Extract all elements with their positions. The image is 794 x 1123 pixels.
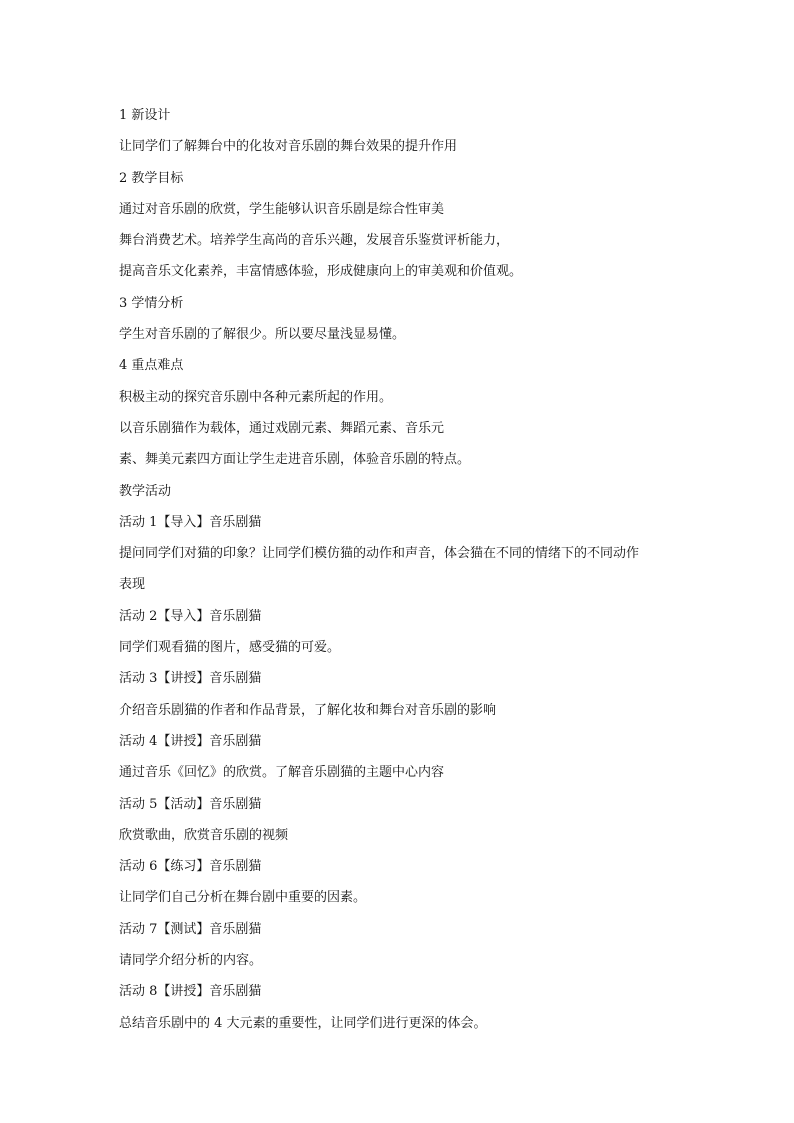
section-heading-teaching-goals: 2 教学目标 [119,170,184,186]
activity-heading: 活动 4【讲授】音乐剧猫 [119,733,262,749]
paragraph-line: 通过对音乐剧的欣赏，学生能够认识音乐剧是综合性审美 [119,201,445,217]
paragraph-line: 同学们观看猫的图片，感受猫的可爱。 [119,640,341,656]
paragraph-line: 让同学们了解舞台中的化妆对音乐剧的舞台效果的提升作用 [119,139,458,155]
paragraph-line: 欣赏歌曲，欣赏音乐剧的视频 [119,827,289,843]
activity-heading: 活动 3【讲授】音乐剧猫 [119,671,262,687]
paragraph-line: 积极主动的探究音乐剧中各种元素所起的作用。 [119,389,393,405]
paragraph-line: 以音乐剧猫作为载体，通过戏剧元素、舞蹈元素、音乐元 [119,420,445,436]
paragraph-line: 提问同学们对猫的印象？让同学们模仿猫的动作和声音，体会猫在不同的情绪下的不同动作 [119,546,640,562]
section-heading-new-design: 1 新设计 [119,108,171,123]
activity-heading: 活动 8【讲授】音乐剧猫 [119,984,262,1000]
activity-heading: 活动 1【导入】音乐剧猫 [119,514,262,530]
paragraph-line: 请同学介绍分析的内容。 [119,953,263,969]
activity-heading: 活动 6【练习】音乐剧猫 [119,859,262,875]
activity-heading: 活动 5【活动】音乐剧猫 [119,796,262,812]
document-body [119,100,689,1039]
activity-heading: 活动 2【导入】音乐剧猫 [119,608,262,624]
paragraph-line: 总结音乐剧中的 4 大元素的重要性，让同学们进行更深的体会。 [119,1015,487,1031]
section-heading-student-analysis: 3 学情分析 [119,295,184,311]
paragraph-line: 表现 [119,577,146,593]
paragraph-line: 舞台消费艺术。培养学生高尚的音乐兴趣，发展音乐鉴赏评析能力， [119,233,510,249]
paragraph-line: 通过音乐《回忆》的欣赏。了解音乐剧猫的主题中心内容 [119,765,445,781]
paragraph-line: 学生对音乐剧的了解很少。所以要尽量浅显易懂。 [119,327,406,343]
paragraph-line: 让同学们自己分析在舞台剧中重要的因素。 [119,890,367,906]
paragraph-line: 介绍音乐剧猫的作者和作品背景，了解化妆和舞台对音乐剧的影响 [119,702,497,718]
paragraph-line: 素、舞美元素四方面让学生走进音乐剧，体验音乐剧的特点。 [119,452,471,468]
section-heading-key-points: 4 重点难点 [119,358,184,374]
paragraph-line: 提高音乐文化素养，丰富情感体验，形成健康向上的审美观和价值观。 [119,264,523,280]
activity-heading: 活动 7【测试】音乐剧猫 [119,921,262,937]
section-heading-activities: 教学活动 [119,483,172,499]
